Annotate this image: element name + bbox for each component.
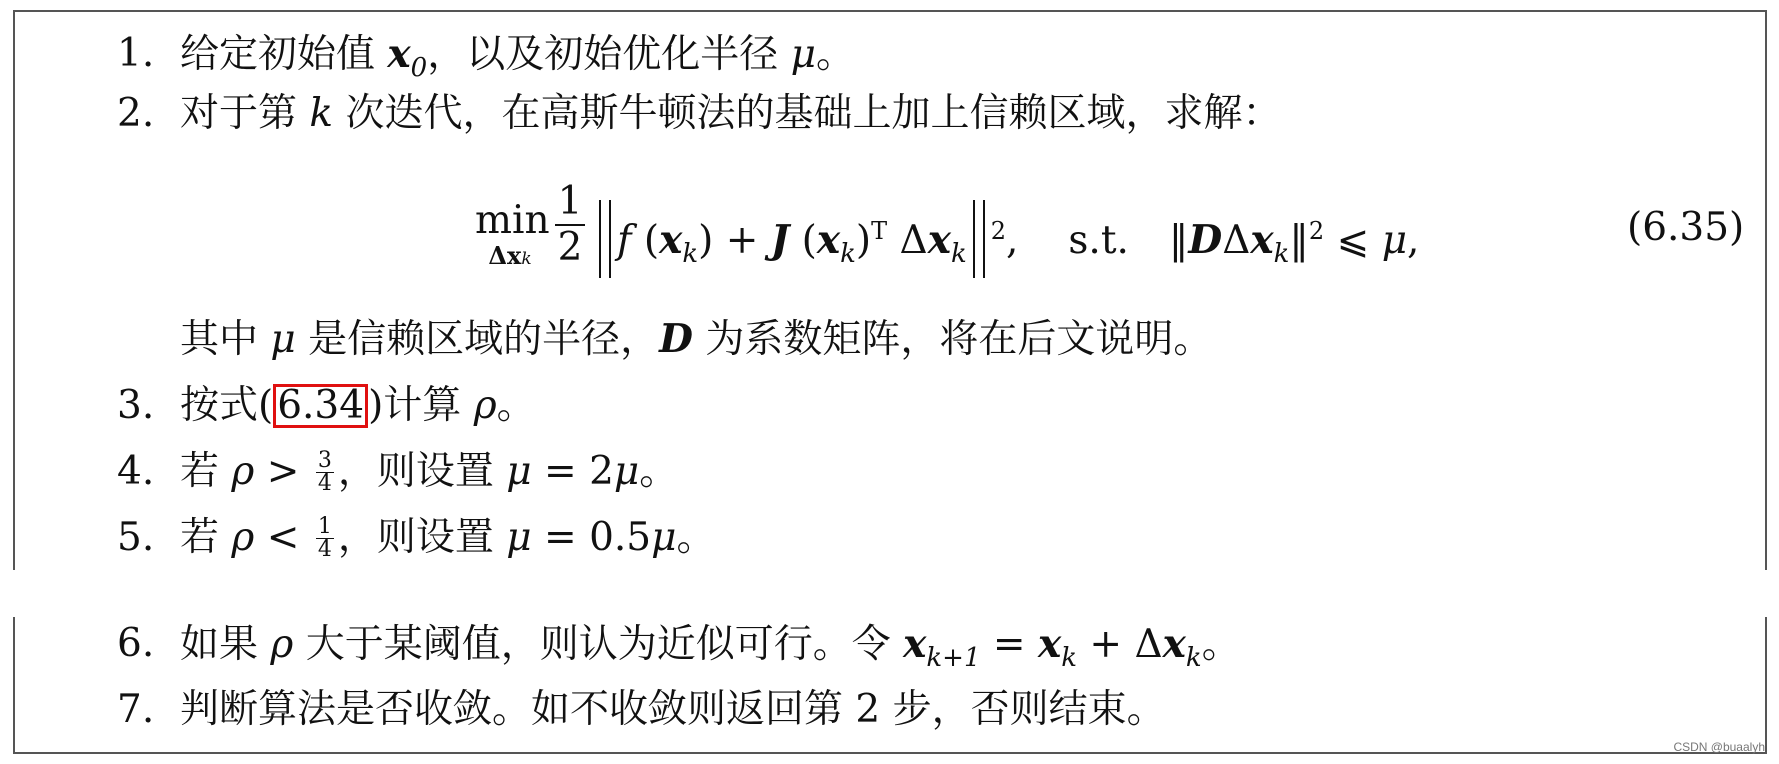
equation-number: (6.35) [1627, 205, 1745, 250]
fraction: $\frac{1}{4}$ [317, 513, 332, 562]
item-number: 1. [117, 31, 155, 76]
min-operator: min Δxk [475, 198, 550, 270]
fraction: $\frac{3}{4}$ [317, 447, 332, 496]
fraction-one-half: 1 2 [555, 180, 585, 270]
item-text: 对于第 k 次迭代，在高斯牛顿法的基础上加上信赖区域，求解： [180, 91, 1282, 136]
item-text: 判断算法是否收敛。如不收敛则返回第 2 步，否则结束。 [180, 687, 1166, 732]
item-number: 6. [117, 621, 155, 666]
constraint-expression: ‖DΔx$_k$‖$^2$ ⩽ μ, [1168, 217, 1420, 269]
constraint-label: s.t. [1068, 218, 1129, 263]
item-text: 若 ρ > $\frac{3}{4}$ ，则设置 μ = 2μ。 [180, 447, 679, 496]
equation-explanation: 其中 μ 是信赖区域的半径，D 为系数矩阵，将在后文说明。 [180, 316, 1213, 362]
item-number: 2. [117, 91, 155, 136]
item-number: 4. [117, 449, 155, 494]
item-text: 按式( 6.34 )计算 ρ。 [180, 383, 536, 428]
item-number: 3. [117, 383, 155, 428]
item-text: 若 ρ < $\frac{1}{4}$ ，则设置 μ = 0.5μ。 [180, 513, 716, 562]
item-number: 5. [117, 515, 155, 560]
item-text: 如果 ρ 大于某阈值，则认为近似可行。令 $x_{k+1} = x_k + \Delta x_k$。 [180, 621, 1241, 673]
item-text: 给定初始值 $x_0$，以及初始优化半径 μ。 [180, 31, 855, 83]
objective-expression: f $(x_k) + J$ $(x_k)^T$ $\Delta x_k^2$, s.t. ‖DΔx$_k$‖$^2$ ⩽ μ, [593, 204, 1419, 282]
equation-reference-link[interactable]: 6.34 [273, 384, 368, 428]
watermark: CSDN @buaalyh [1673, 740, 1765, 754]
item-number: 7. [117, 687, 155, 732]
